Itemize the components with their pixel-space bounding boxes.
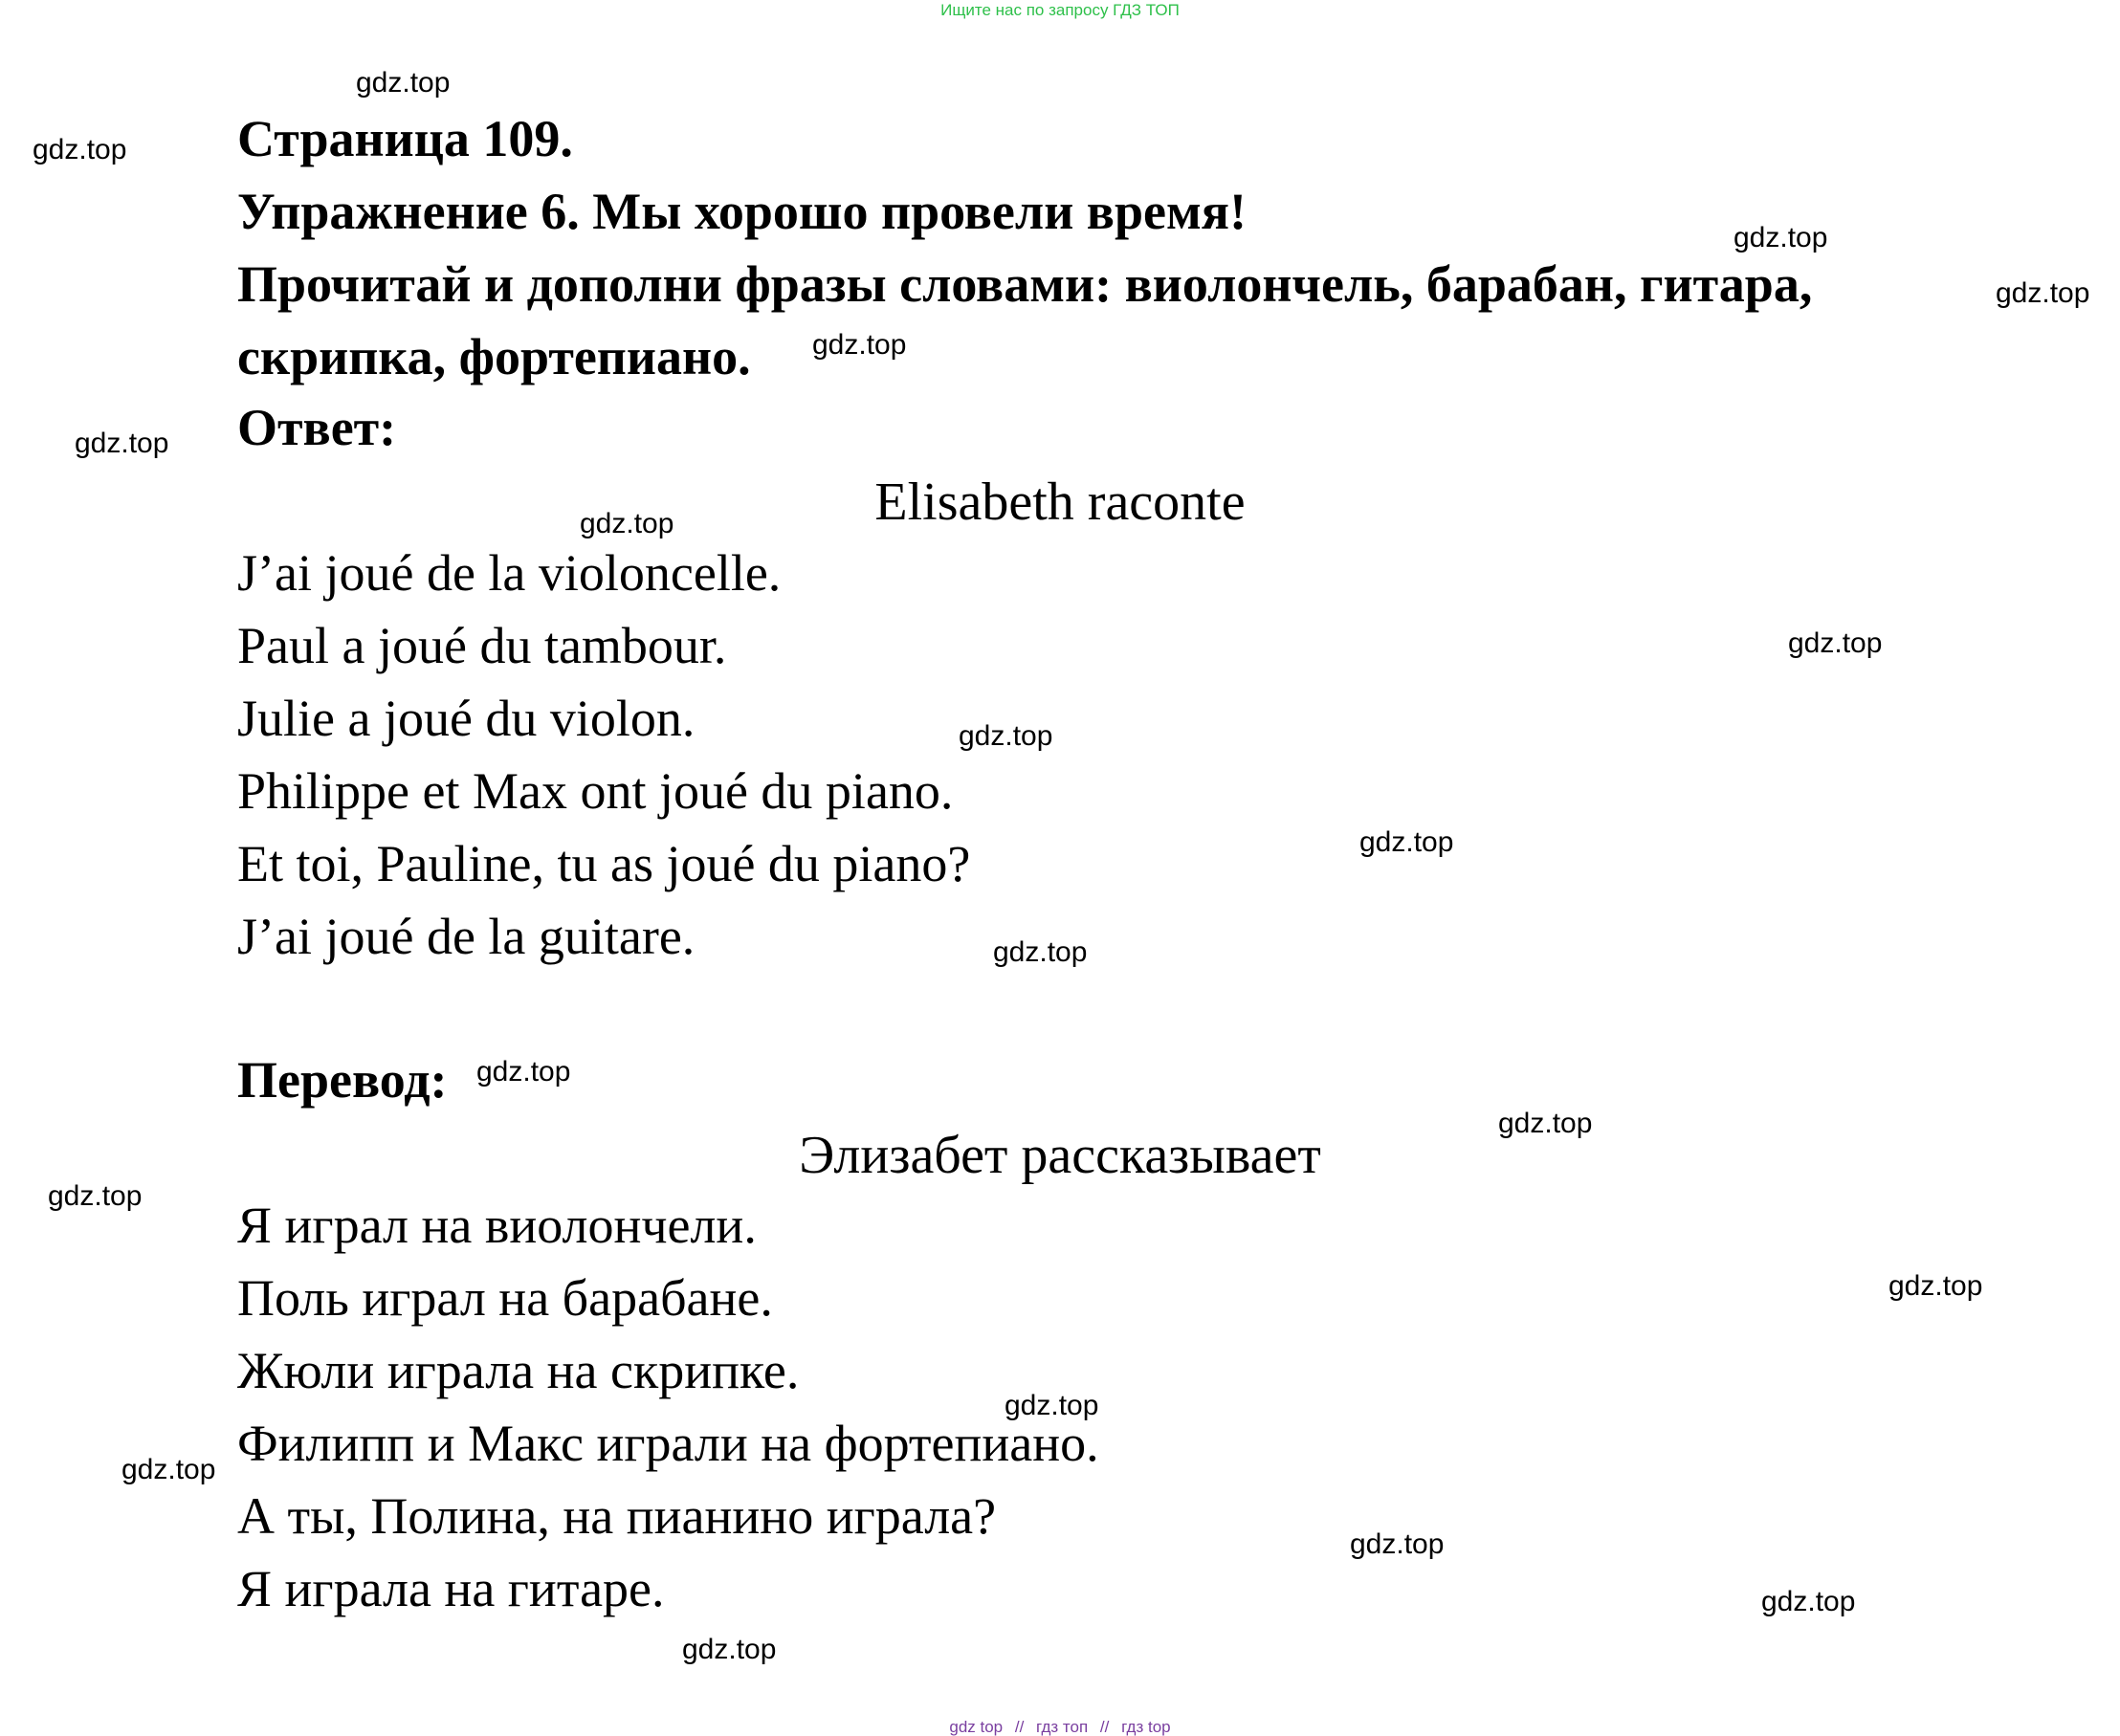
french-line: J’ai joué de la guitare.: [237, 908, 696, 965]
french-poem-title: Elisabeth raconte: [874, 472, 1246, 532]
watermark: gdz.top: [48, 1180, 143, 1212]
footer-link[interactable]: gdz top: [949, 1718, 1004, 1736]
watermark: gdz.top: [580, 508, 674, 539]
watermark: gdz.top: [121, 1454, 216, 1485]
watermark: gdz.top: [1359, 826, 1454, 858]
footer-link[interactable]: гдз топ: [1036, 1718, 1089, 1736]
watermark: gdz.top: [1498, 1108, 1593, 1139]
watermark: gdz.top: [959, 720, 1053, 752]
french-line: J’ai joué de la violoncelle.: [237, 544, 782, 602]
translation-heading: Перевод:: [237, 1051, 448, 1109]
watermark: gdz.top: [1350, 1528, 1445, 1560]
answer-heading: Ответ:: [237, 399, 397, 456]
french-line: Paul a joué du tambour.: [237, 617, 727, 674]
french-line: Et toi, Pauline, tu as joué du piano?: [237, 835, 971, 892]
russian-line: А ты, Полина, на пианино играла?: [237, 1487, 997, 1545]
task-text-line-2: скрипка, фортепиано.: [237, 328, 751, 385]
french-line: Julie a joué du violon.: [237, 690, 696, 747]
russian-line: Я играл на виолончели.: [237, 1197, 757, 1254]
watermark: gdz.top: [1734, 222, 1828, 253]
russian-line: Филипп и Макс играли на фортепиано.: [237, 1415, 1099, 1472]
exercise-title: Упражнение 6. Мы хорошо провели время!: [237, 183, 1247, 240]
watermark: gdz.top: [812, 329, 907, 361]
watermark: gdz.top: [356, 67, 451, 99]
watermark: gdz.top: [993, 936, 1088, 968]
watermark: gdz.top: [1996, 277, 2090, 309]
page-title: Страница 109.: [237, 110, 573, 167]
watermark: gdz.top: [1888, 1270, 1983, 1302]
footer-separator: //: [1099, 1718, 1110, 1736]
watermark: gdz.top: [682, 1634, 777, 1665]
watermark: gdz.top: [1761, 1586, 1856, 1617]
russian-line: Я играла на гитаре.: [237, 1560, 665, 1617]
russian-line: Жюли играла на скрипке.: [237, 1342, 800, 1399]
watermark: gdz.top: [1788, 627, 1883, 659]
russian-line: Поль играл на барабане.: [237, 1269, 773, 1327]
footer-separator: //: [1014, 1718, 1025, 1736]
watermark: gdz.top: [476, 1056, 571, 1088]
russian-poem-title: Элизабет рассказывает: [799, 1126, 1321, 1185]
watermark: gdz.top: [75, 428, 169, 459]
top-banner: Ищите нас по запросу ГДЗ ТОП: [940, 1, 1180, 19]
footer-links: [0, 1719, 2120, 1735]
watermark: gdz.top: [33, 134, 127, 165]
footer-link[interactable]: гдз top: [1121, 1718, 1171, 1736]
watermark: gdz.top: [1005, 1390, 1099, 1421]
french-line: Philippe et Max ont joué du piano.: [237, 762, 954, 820]
task-text-line-1: Прочитай и дополни фразы словами: виолончель, барабан, гитара,: [237, 255, 1813, 313]
